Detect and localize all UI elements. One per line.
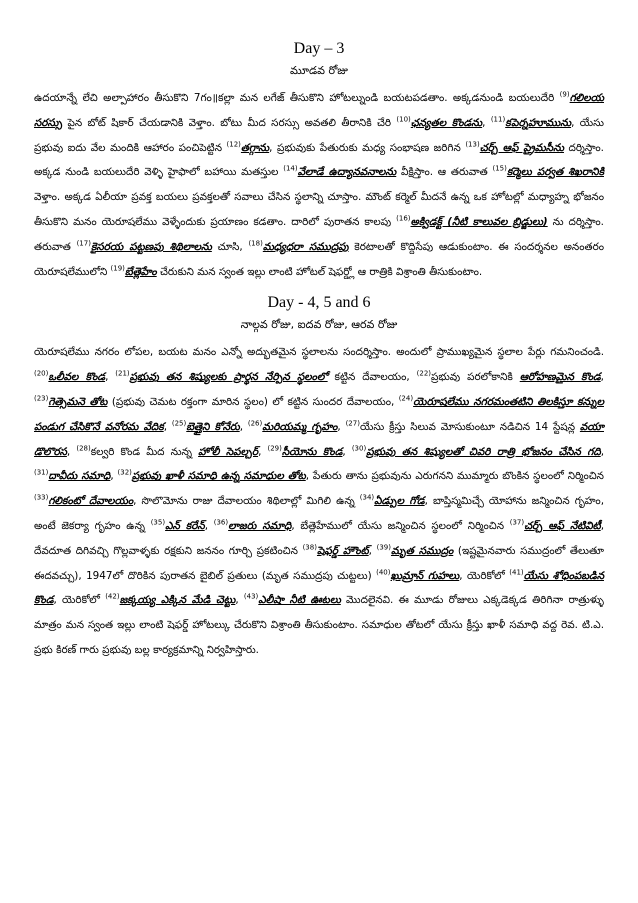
body-text: , — [235, 594, 244, 607]
footnote-number: (35) — [150, 518, 166, 527]
body-text: , — [163, 420, 172, 433]
body-text: కట్టిన దేవాలయం, — [327, 371, 417, 384]
body-text: కెరటాలతో కొద్దిసేపు ఆడుకుంటాం. ఈ సందర్శనల అనంతరం యెరూషలేములోని — [34, 240, 604, 278]
footnote-number: (10) — [396, 115, 411, 124]
place-name: చర్చ్ ఆఫ్ ప్రైమసీను — [479, 141, 564, 154]
body-text: ను దర్శిస్తాం. తరువాత — [34, 215, 604, 253]
footnote-number: (21) — [115, 369, 130, 378]
place-name: షెఫర్డ్ హౌంట్ — [316, 544, 369, 557]
footnote-number: (14) — [283, 164, 298, 173]
place-name: గెత్సెమనె తోట — [48, 395, 108, 408]
body-text: , — [368, 544, 377, 557]
place-name: చర్చ్ ఆఫ్ నేటివిటీ — [524, 519, 601, 532]
body-text: , యేసు ప్రభువు ఐదు వేల మందికి ఆహారం పంచిపెట్టిన — [34, 116, 605, 154]
body-text: చూసి, — [211, 240, 249, 253]
body-text: , ప్రభువుకు పేతురుకు మధ్య సంభాషణ జరిగిన — [269, 141, 466, 154]
footnote-number: (27) — [345, 419, 360, 428]
body-text: , పేతురు తాను ప్రభువును ఎరుగనని ముమ్మారు బొంకిన స్థలంలో నిర్మించిన — [305, 470, 604, 483]
footnote-number: (40) — [376, 568, 391, 577]
body-text: , — [600, 445, 604, 458]
place-name: లాజరు సమాధి — [228, 519, 292, 532]
footnote-number: (43) — [243, 592, 259, 601]
place-name: యెరూషలేము నగరమంతటిని తిలకిస్తూ కన్నుల పండుగ చేసికొనే వనోరమ వేదిక — [34, 395, 604, 433]
body-text: , — [204, 519, 214, 532]
footnote-number: (12) — [226, 140, 241, 149]
day456-subheading: నాల్గవ రోజు, ఐదవ రోజు, ఆరవ రోజు — [240, 318, 398, 332]
day456-paragraph — [34, 340, 604, 662]
footnote-number: (20) — [34, 369, 49, 378]
body-text: యేసు క్రీస్తు సిలువ మోసుకుంటూ నడిచిన 14 స్టేషన్ల — [359, 420, 580, 433]
place-name: ఎలీషా నీటి ఊటలు — [258, 594, 341, 607]
body-text: కల్వరి కొండ మీద నున్న — [90, 445, 199, 458]
body-text: , — [342, 445, 352, 458]
place-name: మధ్యధరా సముద్రపు — [262, 240, 349, 253]
footnote-number: (11) — [490, 115, 506, 124]
place-name: ఛన్యతల కొండను — [410, 116, 483, 129]
place-name: కర్మెలు పర్వత శిఖరానికి — [506, 166, 604, 179]
place-name: జక్కయ్య ఎక్కిన మేడి చెట్టు — [119, 594, 236, 607]
place-name: మృత సముద్రం — [390, 544, 454, 557]
footnote-number: (24) — [398, 394, 414, 403]
footnote-number: (34) — [359, 493, 375, 502]
footnote-number: (39) — [376, 543, 391, 552]
footnote-number: (16) — [396, 214, 411, 223]
footnote-number: (26) — [247, 419, 263, 428]
body-text: యెరూషలేము నగరం లోపల, బయట మనం ఎన్నో అద్భుతమైన స్థలాలను సందర్శిస్తాం. అందులో ప్రాముఖ్యమైన స్థలాల పేర్లు గమనించండి. — [34, 346, 604, 359]
footnote-number: (29) — [267, 444, 282, 453]
footnote-number: (37) — [509, 518, 525, 527]
place-name: ప్రభువు ఖాళీ సమాధి ఉన్న సమాధుల తోట — [131, 470, 306, 483]
place-name: ప్రభువు తన శిష్యులతో చివరి రాత్రి భోజనం చేసిన గది — [366, 445, 601, 458]
body-text: వెళ్తాం. అక్కడ ఏలీయా ప్రవక్త బయలు ప్రవక్తలతో సవాలు చేసిన స్థలాన్ని చూస్తాం. మౌంట్ కర్మెల్ మీదనే ఉన్న ఒక హోటల్లో మధ్యాహ్న భోజనం తీసుకొని మనం యెరూషలేము వెళ్ళేందుకు ప్రయాణం కడతాం. దారిలో పురాతన కాలపు — [34, 191, 604, 228]
footnote-number: (42) — [105, 592, 120, 601]
footnote-number: (22) — [416, 369, 432, 378]
body-text: , — [258, 445, 268, 458]
day3-paragraph — [34, 86, 604, 284]
body-text: చేరుకుని మన స్వంత ఇల్లు లాంటి హోటల్ షెఫర్డ్లో ఆ రాత్రికి విశ్రాంతి తీసుకుంటాం. — [156, 265, 483, 278]
place-name: వేలాడే ఉద్యానవనాలను — [297, 166, 397, 179]
body-text: , యెరికోలో — [459, 569, 510, 582]
day3-section — [34, 40, 604, 284]
place-name: ఎన్ కరేన్ — [165, 519, 205, 532]
body-text: , సొలొమోను రాజు దేవాలయం శిథిలాల్లో మిగిలి ఉన్న — [133, 495, 360, 508]
day456-heading: Day - 4, 5 and 6 — [267, 294, 371, 312]
place-name: వయా డొలొరస — [34, 420, 604, 458]
footnote-number: (25) — [171, 419, 187, 428]
place-name: బెత్తైని కోనేరు — [186, 420, 240, 433]
place-name: గలిలయ సరస్సు — [34, 92, 604, 129]
day3-subheading: మూడవ రోజు — [290, 64, 348, 77]
body-text: , బాప్తిస్మమిచ్చే యోహాను జన్మించిన గృహం, అంటే జెకర్యా గృహం ఉన్న — [34, 495, 604, 532]
body-text: (ఇష్టమైనవారు సముద్రంలో తేలుతూ ఈదవచ్చు), 1947లో దొరికిన పురాతన బైబిల్ ప్రతులు (మృత సముద్రపు చుట్టలు) — [34, 544, 604, 582]
footnote-number: (17) — [76, 239, 91, 248]
body-text: , — [66, 445, 77, 458]
body-text: , — [600, 371, 604, 384]
body-text: వీక్షిస్తాం. ఆ తరువాత — [396, 166, 493, 179]
footnote-number: (31) — [34, 468, 49, 477]
footnote-number: (19) — [110, 264, 125, 273]
place-name: ఆరోహణమైన కొండ — [519, 371, 601, 384]
body-text: , బేత్లెహేములో యేసు జన్మించిన స్థలంలో నిర్మించిన — [291, 519, 510, 532]
place-name: మరియమ్మ గృహం — [262, 420, 338, 433]
footnote-number: (30) — [351, 444, 367, 453]
footnote-number: (23) — [34, 394, 49, 403]
body-text: , — [482, 116, 491, 129]
body-text: , — [337, 420, 346, 433]
body-text: పైన బోట్ షికార్ చేయడానికి వెళ్తాం. బోటు మీద సరస్సు అవతలి తీరానికి చేరి — [62, 116, 397, 129]
footnote-number: (15) — [492, 164, 507, 173]
body-text: (ప్రభువు చెమట రక్తంగా మారిన స్థలం) లో కట్టిన సుందర దేవాలయం, — [107, 395, 399, 408]
body-text: , దేవదూత దిగివచ్చి గొల్లవాళ్ళకు రక్షకుని జననం గూర్చి ప్రకటించిన — [34, 519, 604, 557]
place-name: అక్విడక్ట్ (నీటి కాలువల బ్రిడ్జులు) — [410, 215, 548, 228]
day456-section — [34, 294, 604, 662]
place-name: ఏడ్పుల గోడ — [374, 495, 425, 508]
body-text: , — [110, 470, 118, 483]
place-name: సీయోను కొండ — [281, 445, 343, 458]
body-text: ప్రభువు పరలోకానికి — [431, 371, 520, 384]
footnote-number: (33) — [34, 493, 49, 502]
body-text: ఉదయాన్నే లేచి అల్పాహారం తీసుకొని 7గం॥కల్లా మన లగేజ్ తీసుకొని హోటల్నుండి బయటపడతాం. అక్కడనుండి బయలుదేరి — [34, 92, 560, 104]
footnote-number: (9) — [559, 90, 570, 99]
footnote-number: (28) — [76, 444, 91, 453]
body-text: , — [105, 371, 116, 384]
body-text: , — [239, 420, 248, 433]
place-name: కైసరయ పట్టణపు శిథిలాలను — [90, 240, 212, 253]
place-name: ఒలీవల కొండ — [48, 371, 106, 384]
place-name: బేత్లెహేం — [124, 265, 157, 278]
footnote-number: (13) — [465, 140, 480, 149]
place-name: దావీదు సమాధి — [48, 470, 111, 483]
place-name: తగ్గాను — [240, 141, 270, 154]
place-name: ఖుమ్రాన్ గుహలు — [390, 569, 460, 582]
footnote-number: (32) — [117, 468, 132, 477]
body-text: మొదలైనవి. ఈ మూడు రోజులు ఎక్కడెక్కడ తిరిగినా రాత్రుళ్ళు మాత్రం మన స్వంత ఇల్లు లాంటి షెఫర్డ్ హోటల్కు చేరుకొని విశ్రాంతి తీసుకుంటాం. సమాధుల తోటలో యేసు క్రీస్తు ఖాళీ సమాధి వద్ద రెవ. టి.ఎ. ప్రభు కిరణ్ గారు ప్రభువు బల్ల కార్యక్రమాన్ని నిర్వహిస్తారు. — [34, 594, 604, 656]
place-name: కపెర్నహూమును — [505, 116, 572, 129]
place-name: ప్రభువు తన శిష్యులకు ప్రార్థన నేర్పిన స్థలంలో — [129, 371, 328, 384]
footnote-number: (36) — [213, 518, 229, 527]
footnote-number: (38) — [302, 543, 317, 552]
day3-heading: Day – 3 — [293, 40, 345, 57]
place-name: గలికంటో దేవాలయం — [48, 495, 134, 508]
footnote-number: (41) — [509, 568, 524, 577]
body-text: , యెరికోలో — [53, 594, 106, 607]
body-text: దర్శిస్తాం. అక్కడ నుండి బయలుదేరి వెళ్ళి హైఫాలో బహాయి మతస్తుల — [34, 141, 604, 179]
place-name: యేసు శోధింపబడిన కొండ — [34, 569, 604, 607]
place-name: హోలీ సెపల్చర్ — [198, 445, 259, 458]
footnote-number: (18) — [248, 239, 263, 248]
